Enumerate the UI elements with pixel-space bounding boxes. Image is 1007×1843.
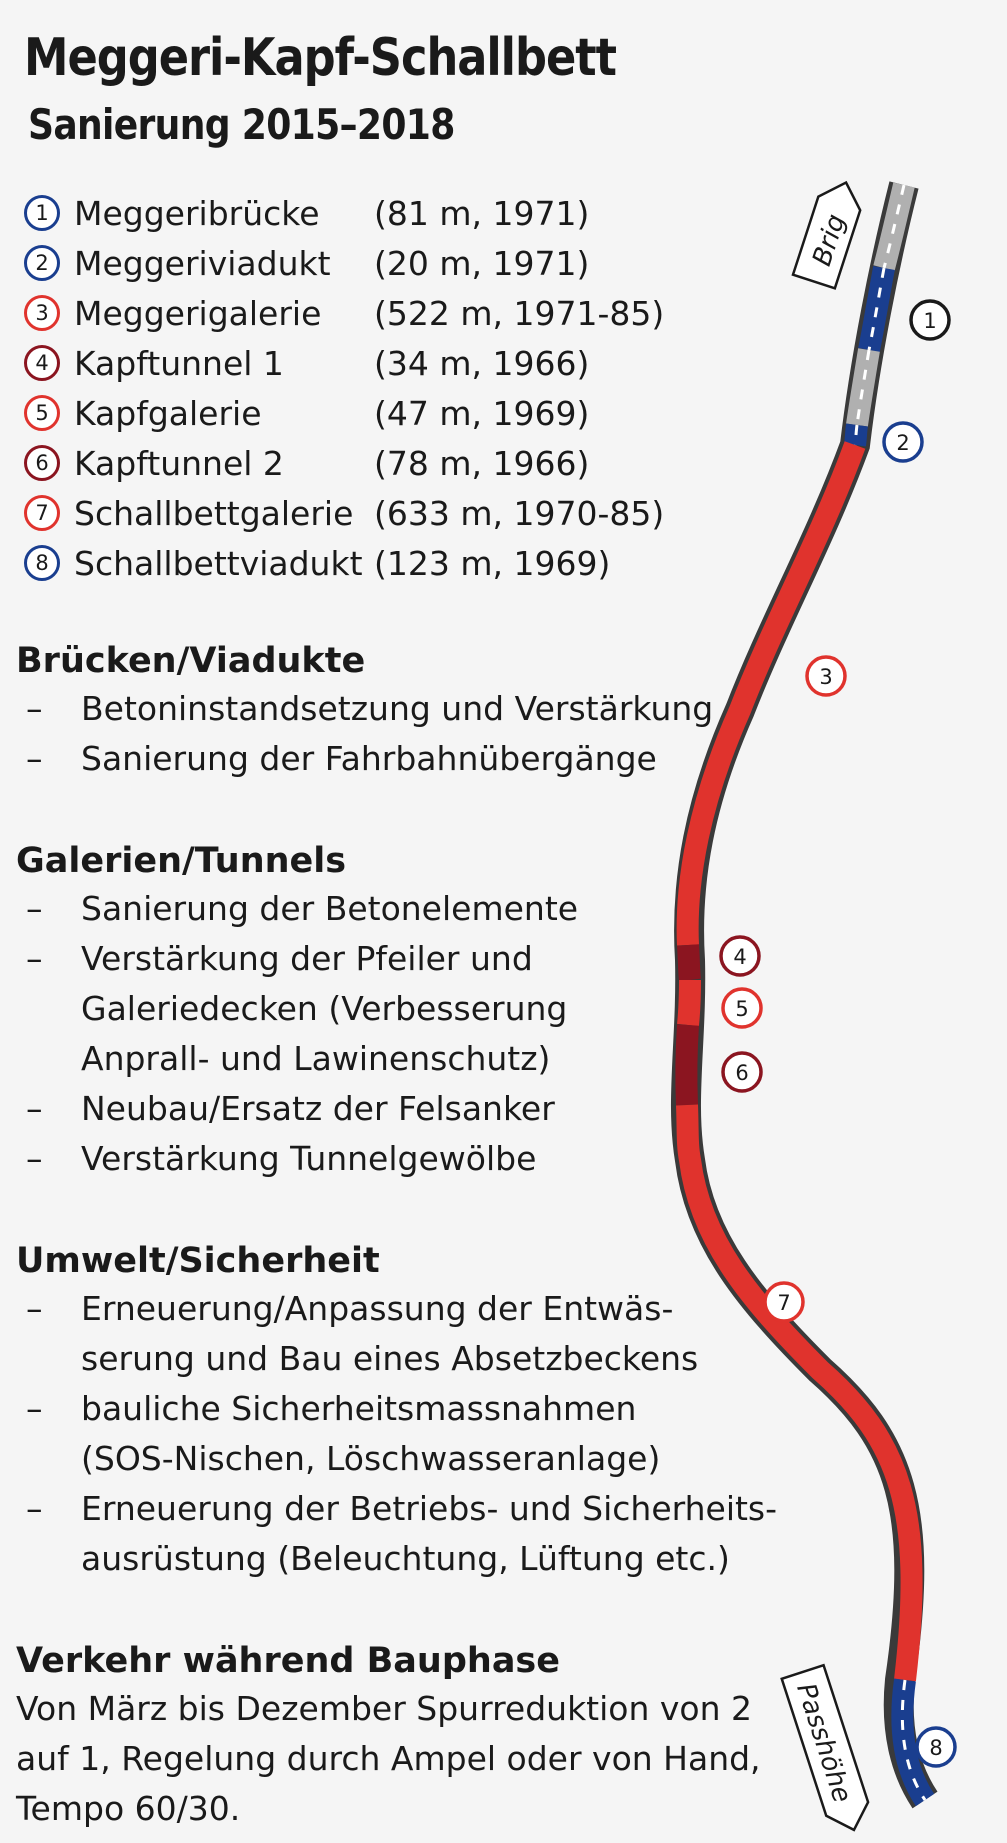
- map-marker-number: 8: [929, 1736, 943, 1760]
- legend-detail: (633 m, 1970-85): [374, 493, 665, 533]
- bullet-text: Verstärkung der Pfeiler und: [81, 939, 533, 978]
- legend-number-badge: 3: [24, 295, 60, 331]
- legend-number-badge: 5: [24, 395, 60, 431]
- legend-detail: (34 m, 1966): [374, 343, 590, 383]
- map-marker-number: 7: [777, 1291, 791, 1315]
- legend-number-badge: 1: [24, 195, 60, 231]
- bullet-dash: –: [26, 689, 43, 728]
- legend-number-badge: 8: [24, 545, 60, 581]
- map-marker-number: 4: [733, 945, 747, 969]
- bullet-dash: –: [26, 939, 43, 978]
- legend-number-badge: 2: [24, 245, 60, 281]
- bullet-dash: –: [26, 1289, 43, 1328]
- map-marker-5: [723, 989, 761, 1027]
- sign-passhoehe: [782, 1665, 875, 1836]
- legend-name: Meggeribrücke: [74, 193, 320, 233]
- legend-detail: (20 m, 1971): [374, 243, 590, 283]
- bullet-text: serung und Bau eines Absetzbeckens: [81, 1339, 699, 1378]
- traffic-text-line: auf 1, Regelung durch Ampel oder von Hand,: [16, 1739, 761, 1778]
- section-heading: Verkehr während Bauphase: [16, 1641, 561, 1681]
- sign-brig: [793, 176, 867, 289]
- bullet-text: Sanierung der Fahrbahnübergänge: [81, 739, 657, 778]
- legend-number-badge: 4: [24, 345, 60, 381]
- legend-name: Schallbettviadukt: [74, 543, 363, 583]
- map-marker-number: 3: [819, 665, 833, 689]
- bullet-text: Erneuerung/Anpassung der Entwäs-: [81, 1289, 674, 1328]
- road-segment-tunnel-4: [688, 945, 690, 980]
- bullet-text: Verstärkung Tunnelgewölbe: [81, 1139, 537, 1178]
- traffic-text-line: Von März bis Dezember Spurreduktion von 2: [16, 1689, 753, 1728]
- bullet-text: Anprall- und Lawinenschutz): [81, 1039, 551, 1078]
- map-marker-4: [721, 937, 759, 975]
- sign-passhoehe-label: Passhöhe: [790, 1679, 857, 1807]
- section-heading: Galerien/Tunnels: [16, 841, 347, 881]
- section-heading: Brücken/Viadukte: [16, 641, 366, 681]
- bullet-dash: –: [26, 1389, 43, 1428]
- legend-name: Kapftunnel 1: [74, 343, 284, 383]
- legend-name: Meggeriviadukt: [74, 243, 331, 283]
- map-marker-number: 5: [735, 997, 749, 1021]
- bullet-text: ausrüstung (Beleuchtung, Lüftung etc.): [81, 1539, 730, 1578]
- bullet-text: Neubau/Ersatz der Felsanker: [81, 1089, 555, 1128]
- map-marker-number: 1: [923, 309, 937, 333]
- bullet-text: Sanierung der Betonelemente: [81, 889, 579, 928]
- bullet-dash: –: [26, 1489, 43, 1528]
- bullet-text: Erneuerung der Betriebs- und Sicherheits-: [81, 1489, 778, 1528]
- section-heading: Umwelt/Sicherheit: [16, 1241, 380, 1281]
- traffic-text-line: Tempo 60/30.: [16, 1789, 241, 1828]
- bullet-dash: –: [26, 1089, 43, 1128]
- map-marker-number: 6: [735, 1061, 749, 1085]
- bullet-text: Galeriedecken (Verbesserung: [81, 989, 568, 1028]
- bullet-dash: –: [26, 739, 43, 778]
- bullet-dash: –: [26, 889, 43, 928]
- legend-name: Meggerigalerie: [74, 293, 322, 333]
- map-marker-3: [807, 657, 845, 695]
- legend-detail: (522 m, 1971-85): [374, 293, 665, 333]
- bullet-dash: –: [26, 1139, 43, 1178]
- legend-number-badge: 6: [24, 445, 60, 481]
- road-segment-gallery-5: [688, 980, 690, 1025]
- map-marker-2: [884, 423, 922, 461]
- map-marker-number: 2: [896, 431, 910, 455]
- map-marker-6: [723, 1053, 761, 1091]
- legend-name: Kapftunnel 2: [74, 443, 284, 483]
- legend-detail: (123 m, 1969): [374, 543, 611, 583]
- bullet-text: bauliche Sicherheitsmassnahmen: [81, 1389, 637, 1428]
- road-segment-gallery-7: [687, 1105, 912, 1680]
- bullet-text: Betoninstandsetzung und Verstärkung: [81, 689, 714, 728]
- page-subtitle: Sanierung 2015–2018: [28, 100, 455, 149]
- legend-name: Schallbettgalerie: [74, 493, 354, 533]
- map-marker-7: [765, 1283, 803, 1321]
- sign-brig-label: Brig: [807, 210, 852, 270]
- legend-number-badge: 7: [24, 495, 60, 531]
- legend-detail: (47 m, 1969): [374, 393, 590, 433]
- legend-detail: (81 m, 1971): [374, 193, 590, 233]
- legend-name: Kapfgalerie: [74, 393, 262, 433]
- map-marker-1: [911, 301, 949, 339]
- page-title: Meggeri-Kapf-Schallbett: [24, 28, 616, 88]
- road-segment-tunnel-6: [686, 1025, 688, 1105]
- bullet-text: (SOS-Nischen, Löschwasseranlage): [81, 1439, 661, 1478]
- legend-detail: (78 m, 1966): [374, 443, 590, 483]
- map-marker-8: [917, 1728, 955, 1766]
